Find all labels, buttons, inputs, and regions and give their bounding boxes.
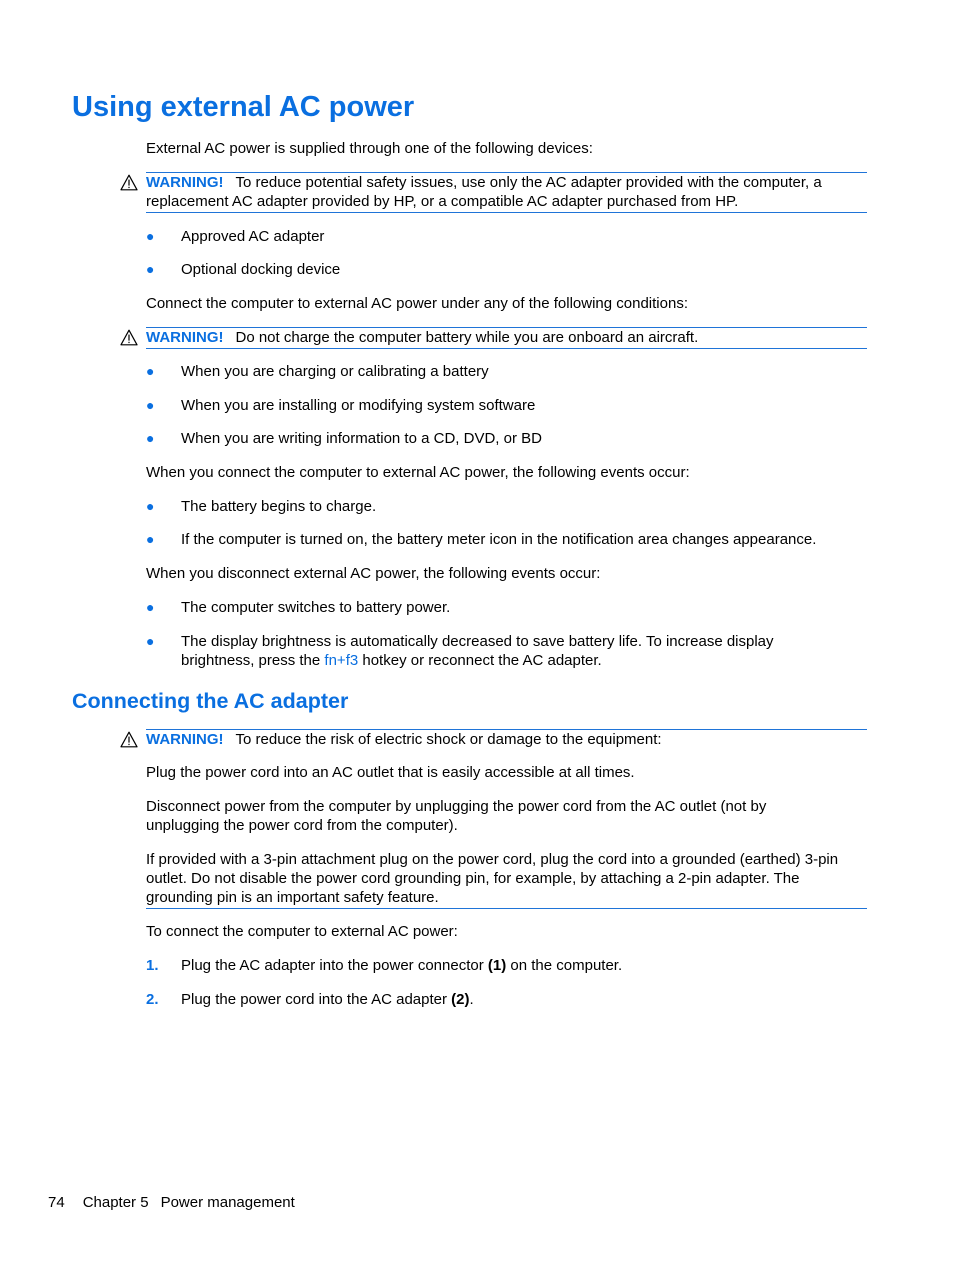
safety-paragraph: Disconnect power from the computer by unplugging the power cord from the AC outlet (not by unplugging the power cord from the computer). (146, 798, 767, 834)
warning-box-3 (146, 729, 867, 750)
section-title: Connecting the AC adapter (72, 689, 349, 713)
warning-text: To reduce the risk of electric shock or damage to the equipment: (235, 731, 662, 748)
chapter-label: Chapter 5 (82, 1194, 149, 1211)
bullet-icon: ● (146, 261, 155, 277)
chapter-title: Power management (160, 1194, 295, 1211)
bullet-icon: ● (146, 498, 155, 514)
warning-label: WARNING! (146, 329, 224, 346)
warning-text: Do not charge the computer battery while you are onboard an aircraft. (235, 329, 699, 346)
conditions-intro: Connect the computer to external AC power under any of the following conditions: (146, 295, 688, 312)
bullet-icon: ● (146, 599, 155, 615)
safety-paragraph: Plug the power cord into an AC outlet that is easily accessible at all times. (146, 764, 635, 781)
manual-page: Using external AC power External AC power is supplied through one of the following devices: WARNING! To reduce potential safety issues, use only the AC adapter provided with the computer, a replacement AC adapter provided by HP, or a compatible AC adapter purchased from HP. ● Approved AC adapter ● Optional docking device Connect the computer to external AC power under any of the following conditions: WARNING! Do not charge the computer battery while you are onboard an aircraft. ● When you are charging or calibrating a battery ● When you are installing or modifying system software ● When you are writing information to a CD, DVD, or BD When you connect the computer to external AC power, the following events occur: ● The battery begins to charge. ● If the computer is turned on, the battery meter icon in the notification area changes appearance. When you disconnect external AC power, the following events occur: ● The computer switches to battery power. ● The display brightness is automatically decreased to save battery life. To increase display brightness, press the fn+f3 hotkey or reconnect the AC adapter. Connecting the AC adapter WARNING! To reduce the risk of electric shock or damage to the equipment: Plug the power cord into an AC outlet that is easily accessible at all times. Disconnect power from the computer by unplugging the power cord from the AC outlet (not by unplugging the power cord from the computer). If provided with a 3-pin attachment plug on the power cord, plug the cord into a grounded (earthed) 3-pin outlet. Do not disable the power cord grounding pin, for example, by attaching a 2-pin adapter. The grounding pin is an important safety feature. To connect the computer to external AC power: 1. Plug the AC adapter into the power connector (1) on the computer. 2. Plug the power cord into the AC adapter (2). 74 Chapter 5 Power management (0, 0, 954, 1270)
warning-box-2 (146, 327, 867, 349)
hotkey-link[interactable]: fn+f3 (324, 652, 359, 669)
connect-events-intro: When you connect the computer to external AC power, the following events occur: (146, 464, 690, 481)
warning-end-rule (146, 908, 867, 909)
warning-triangle-icon (120, 329, 138, 346)
bullet-icon: ● (146, 633, 155, 649)
step-number: 2. (146, 991, 159, 1008)
bullet-icon: ● (146, 363, 155, 379)
bullet-icon: ● (146, 430, 155, 446)
warning-label: WARNING! (146, 174, 224, 191)
warning-label: WARNING! (146, 731, 224, 748)
warning-text: To reduce potential safety issues, use only the AC adapter provided with the computer, a replacement AC adapter provided by HP, or a compatible AC adapter purchased from HP. (146, 174, 822, 210)
bullet-icon: ● (146, 397, 155, 413)
intro-text: External AC power is supplied through one of the following devices: (146, 140, 593, 157)
bullet-icon: ● (146, 228, 155, 244)
step-number: 1. (146, 957, 159, 974)
page-footer (48, 1193, 313, 1212)
disconnect-events-intro: When you disconnect external AC power, the following events occur: (146, 565, 601, 582)
warning-box-1 (146, 172, 867, 213)
safety-paragraph: If provided with a 3-pin attachment plug on the power cord, plug the cord into a grounded (earthed) 3-pin outlet. Do not disable the power cord grounding pin, for example, by attaching a 2-pin adapter. The grounding pin is an important safety feature. (146, 851, 839, 906)
bullet-icon: ● (146, 531, 155, 547)
warning-triangle-icon (120, 174, 138, 191)
page-number: 74 (48, 1194, 65, 1211)
warning-triangle-icon (120, 731, 138, 748)
page-title: Using external AC power (72, 91, 415, 123)
steps-intro: To connect the computer to external AC power: (146, 923, 458, 940)
